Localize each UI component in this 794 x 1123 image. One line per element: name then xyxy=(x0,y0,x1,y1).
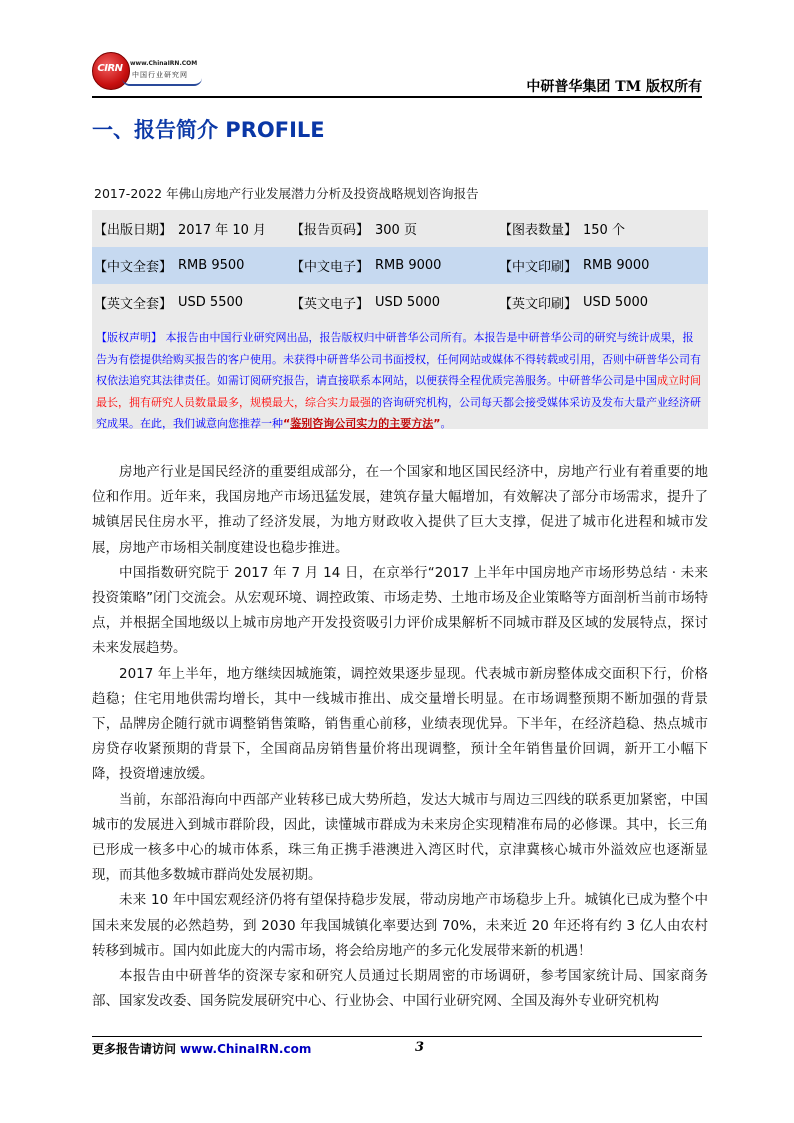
info-cell xyxy=(291,219,499,238)
copyright-label: 【版权声明】 xyxy=(96,331,162,344)
quote-open: “ xyxy=(283,417,291,430)
footer-more-reports xyxy=(92,1040,311,1057)
logo-cn-name: 中国行业研究网 xyxy=(132,71,188,79)
info-label: 【出版日期】 xyxy=(94,223,173,238)
info-label: 【中文电子】 xyxy=(291,260,370,275)
info-row-publish xyxy=(92,210,708,247)
copyright-text: 本报告由中国行业研究网出品，报告版权归中研普华公司所有。本报告是中研普华公司的研究与统计成果，报告为有偿提供给购买报告的客户使用。未获得中研普华公司书面授权，任何网站或媒体不得转载或引用，否则中研普华公司有权依法追究其法律责任。如需订阅研究报告，请直接联系本网站，以便获得全程优质完善服务。中研普华公司是中国 xyxy=(96,331,701,387)
page-number: 3 xyxy=(415,1040,425,1055)
info-label: 【图表数量】 xyxy=(499,223,578,238)
info-cell xyxy=(499,219,708,238)
info-value: USD 5000 xyxy=(375,295,441,310)
info-cell xyxy=(92,219,291,238)
info-cell xyxy=(92,293,291,312)
info-label: 【中文印刷】 xyxy=(499,260,578,275)
info-row-chinese-price xyxy=(92,247,708,284)
info-cell xyxy=(92,256,291,275)
header-divider xyxy=(92,96,702,98)
section-title: 一、报告简介 PROFILE xyxy=(92,118,325,142)
copyright-notice xyxy=(92,321,708,429)
report-info-table xyxy=(92,210,708,429)
report-name: 2017-2022 年佛山房地产行业发展潜力分析及投资战略规划咨询报告 xyxy=(94,186,479,201)
body-paragraph: 房地产行业是国民经济的重要组成部分，在一个国家和地区国民经济中，房地产行业有着重要的地位和作用。近年来，我国房地产市场迅猛发展，建筑存量大幅增加，有效解决了部分市场需求，提升了城镇居民住房水平，推动了经济发展，为地方财政收入提供了巨大支撑，促进了城市化进程和城市发展，房地产市场相关制度建设也稳步推进。 xyxy=(92,464,708,556)
info-cell xyxy=(291,256,499,275)
info-cell xyxy=(499,293,708,312)
info-cell xyxy=(499,256,708,275)
report-body xyxy=(92,460,708,1014)
body-paragraph: 2017 年上半年，地方继续因城施策，调控效果逐步显现。代表城市新房整体成交面积下行，价格趋稳；住宅用地供需均增长，其中一线城市推出、成交量增长明显。在市场调整预期不断加强的背景下，品牌房企随行就市调整销售策略，销售重心前移，业绩表现优异。下半年，在经济趋稳、热点城市房贷存收紧预期的背景下，全国商品房销售量价将出现调整，预计全年销售量价回调，新开工小幅下降，投资增速放缓。 xyxy=(92,665,708,783)
info-label: 【英文全套】 xyxy=(94,297,173,312)
evaluation-method-link[interactable]: 鉴别咨询公司实力的主要方法 xyxy=(290,417,434,430)
info-value: RMB 9000 xyxy=(583,258,650,273)
info-row-english-price xyxy=(92,284,708,321)
info-label: 【中文全套】 xyxy=(94,260,173,275)
info-value: RMB 9500 xyxy=(178,258,245,273)
quote-close: ” xyxy=(433,417,441,430)
info-value: 2017 年 10 月 xyxy=(178,223,267,238)
info-cell xyxy=(291,293,499,312)
header-copyright: 中研普华集团 TM 版权所有 xyxy=(526,79,702,95)
logo xyxy=(92,48,212,92)
info-value: 300 页 xyxy=(375,223,417,238)
body-paragraph: 未来 10 年中国宏观经济仍将有望保持稳步发展，带动房地产市场稳步上升。城镇化已成为整个中国未来发展的必然趋势，到 2030 年我国城镇化率要达到 70%，未来近 20 年还将有约 3 亿人由农村转移到城市。国内如此庞大的内需市场，将会给房地产的多元化发展带来新的机遇！ xyxy=(92,892,708,959)
copyright-text-2: 的咨询研究机构，公司每天都会接受媒体采访及发布大量产业经济研究成果。在此，我们诚意向您推荐一种 xyxy=(96,395,701,430)
logo-swoosh-icon xyxy=(122,78,202,86)
info-label: 【英文印刷】 xyxy=(499,297,578,312)
body-paragraph: 当前，东部沿海向中西部产业转移已成大势所趋，发达大城市与周边三四线的联系更加紧密，中国城市的发展进入到城市群阶段，因此，读懂城市群成为未来房企实现精准布局的必修课。其中，长三角已形成一核多中心的城市体系，珠三角正携手港澳进入湾区时代，京津冀核心城市外溢效应也逐渐显现，而其他多数城市群尚处发展初期。 xyxy=(92,791,708,884)
copyright-highlight: 成立时间最长，拥有研究人员数量最多，规模最大， xyxy=(96,374,701,409)
copyright-highlight-strongest: 综合实力最强 xyxy=(305,395,371,409)
copyright-end: 。 xyxy=(440,417,452,430)
info-value: RMB 9000 xyxy=(375,258,442,273)
footer-prefix: 更多报告请访问 xyxy=(92,1042,177,1056)
footer-divider xyxy=(92,1036,702,1037)
logo-url: www.ChinaIRN.COM xyxy=(130,60,198,67)
info-label: 【英文电子】 xyxy=(291,297,370,312)
info-value: 150 个 xyxy=(583,223,625,238)
logo-mark-text: CIRN xyxy=(97,63,123,74)
body-paragraph: 本报告由中研普华的资深专家和研究人员通过长期周密的市场调研，参考国家统计局、国家商务部、国家发改委、国务院发展研究中心、行业协会、中国行业研究网、全国及海外专业研究机构 xyxy=(92,968,708,1010)
info-value: USD 5500 xyxy=(178,295,244,310)
info-value: USD 5000 xyxy=(583,295,649,310)
body-paragraph: 中国指数研究院于 2017 年 7 月 14 日，在京举行“2017 上半年中国房地产市场形势总结 · 未来投资策略”闭门交流会。从宏观环境、调控政策、市场走势、土地市场及企业策略等方面剖析当前市场特点，并根据全国地级以上城市房地产开发投资吸引力评价成果解析不同城市群及区域的发展特点，探讨未来发展趋势。 xyxy=(92,564,708,657)
footer-url-link[interactable]: www.ChinaIRN.com xyxy=(180,1042,312,1056)
info-label: 【报告页码】 xyxy=(291,223,370,238)
